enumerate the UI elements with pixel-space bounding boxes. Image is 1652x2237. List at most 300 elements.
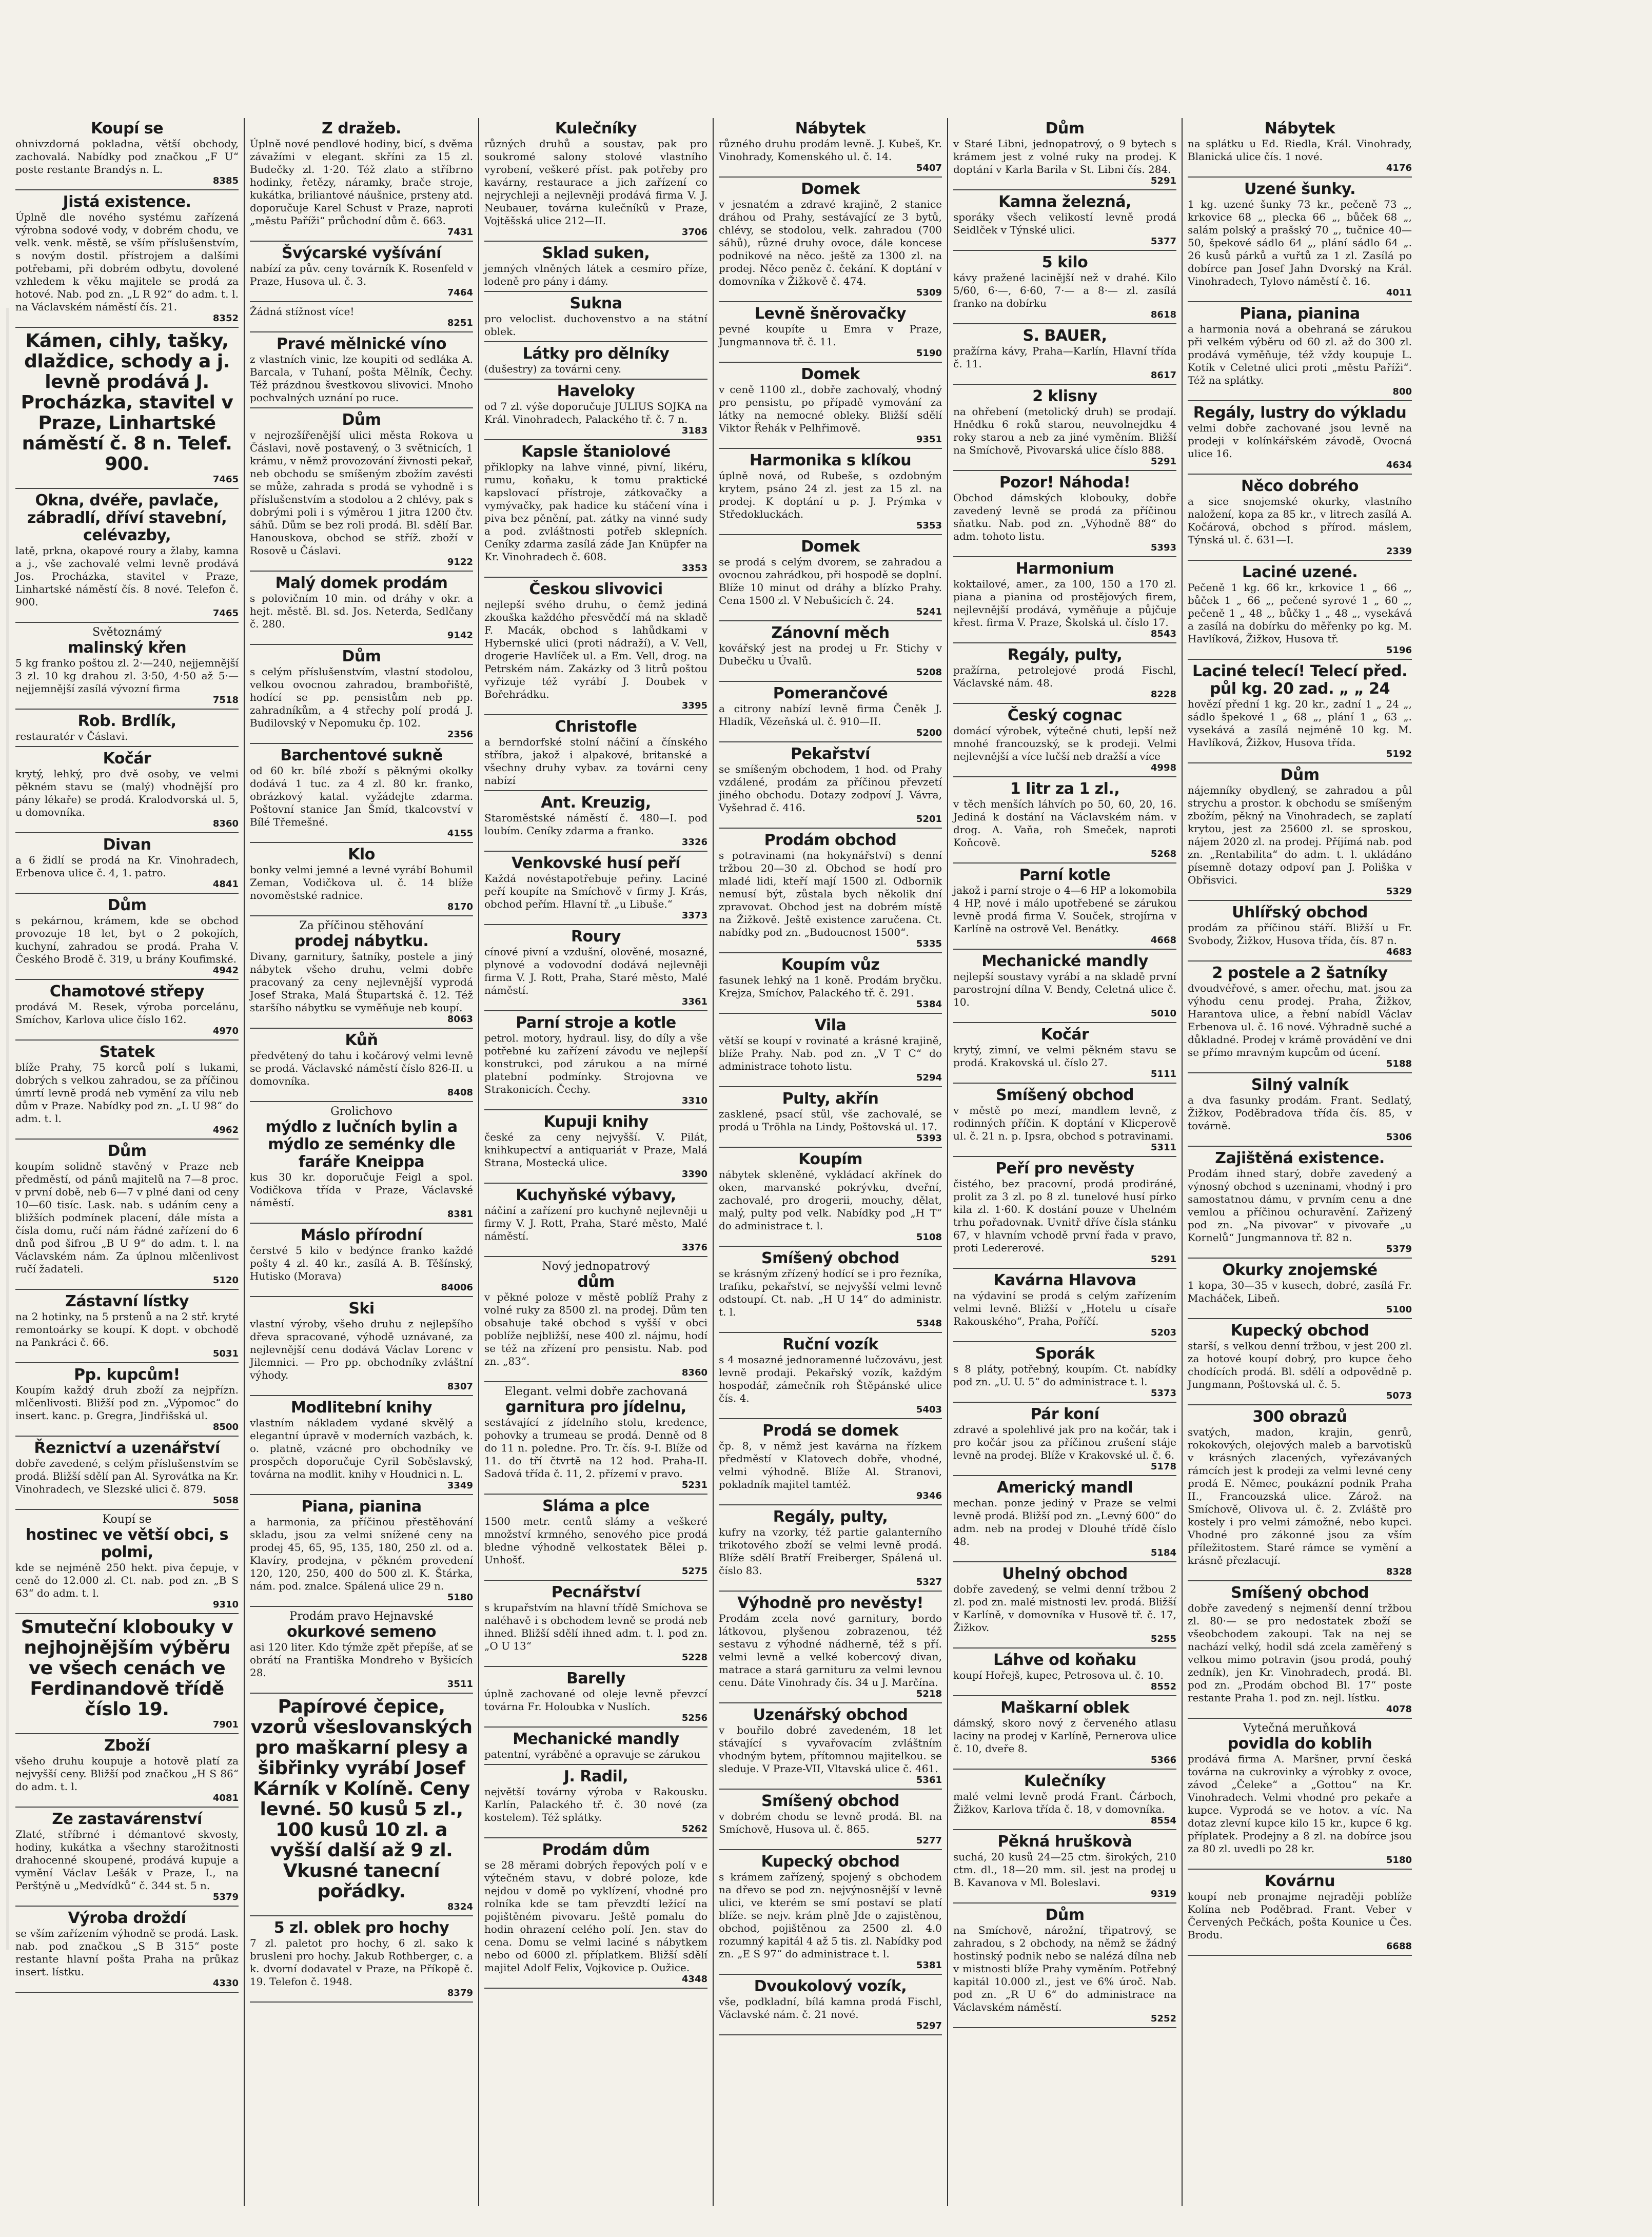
ad-headline: Okna, dvéře, pavlače, zábradlí, dříví stavební, celévazby, xyxy=(27,492,227,544)
classified-ad xyxy=(719,1704,942,1790)
ad-body: různých druhů a soustav, pak pro soukromé salony stolové vlastního vyrobení, veškeré příst. pak potřeby pro kavárny, restaurace a jich zařízení co nejrychleji a nejlevněji prodává firma V. J. Neubauer, továrna kulečníků v Praze, Vojtěšská ulice 212—II. xyxy=(484,138,707,227)
classified-ad xyxy=(250,745,473,843)
classified-ad xyxy=(1188,402,1412,475)
ad-headline: Pecnářství xyxy=(551,1583,641,1601)
ad-headline: Pěkná hruškovà xyxy=(997,1833,1132,1851)
ad-headline: Dům xyxy=(1045,120,1085,138)
ad-headline: Prodám dům xyxy=(542,1841,650,1859)
ad-body: vlastní výroby, všeho druhu z nejlepšího dřeva spracované, výhodě uznávané, za nejlevnější cenu dodává Václav Lorenc v Jilemnici. — Pro pp. obchodníky zvláštní výhody. xyxy=(250,1318,473,1381)
classified-ad xyxy=(719,954,942,1014)
ad-body: suchá, 20 kusů 24—25 ctm. širokých, 210 ctm. dl., 18—20 mm. sil. jest na prodej u B. Kavanova v Ml. Boleslavi. xyxy=(953,1851,1176,1889)
classified-ad xyxy=(250,844,473,916)
ad-code: 7901 xyxy=(212,1719,239,1730)
classified-ad xyxy=(719,622,942,682)
ad-code: 8381 xyxy=(447,1209,473,1220)
ad-code: 4683 xyxy=(1386,947,1412,957)
ad-headline: Kupecký obchod xyxy=(1230,1322,1369,1340)
ad-headline: Harmonium xyxy=(1015,560,1114,578)
ad-body: a harmonia nová a obehraná se zárukou při velkém výběru od 60 zl. až do 300 zl. prodává vyměňuje, též vždy koupuje L. Kotík v Celetné ulici proti „městu Paříži“. Též na splátky. xyxy=(1188,323,1412,386)
classified-ad xyxy=(953,558,1176,643)
ad-headline: Z dražeb. xyxy=(322,120,401,138)
ad-code: 6688 xyxy=(1386,1941,1412,1952)
ad-code: 5379 xyxy=(212,1892,239,1902)
ad-body: asi 120 liter. Kdo týmže zpět přepíše, ať se obrátí na Františka Mondreho v Byšicích 28. xyxy=(250,1641,473,1679)
ad-code: 5373 xyxy=(1150,1388,1176,1399)
ad-headline: Piana, pianina xyxy=(301,1498,422,1516)
ad-headline: Uhlířský obchod xyxy=(1232,904,1368,921)
ad-body: z vlastních vinic, lze koupiti od sedláka A. Barcala, v Tuhaní, pošta Mělník, Čechy. Též prázdnou švestkovou slivovici. Mnoho pochvalných uznání po ruce. xyxy=(250,353,473,404)
ad-body: největší továrny výroba v Rakousku. Karlín, Palackého tř. č. 30 nové (za kostelem). Též splátky. xyxy=(484,1785,707,1823)
ad-body: Úplně dle nového systému zařízená výrobna sodové vody, v dobrém chodu, ve velk. venk. městě, se vším příslušenstvím, s novým dostil. přístrojem a dalšími potřebami, při dobrém odbytu, dovolené vzhledem k věku majitele se prodá za hotové. Nab. pod zn. „L R 92“ do adm. t. l. na Václavském náměstí čís. 21. xyxy=(15,211,239,313)
classified-ad xyxy=(484,579,707,715)
ad-body: Pečeně 1 kg. 66 kr., krkovice 1 „ 66 „, bůček 1 „ 66 „, pečené syrové 1 „ 60 „, pečeně 1 „ 48 „, bůčky 1 „ 48 „, vysekává a zasílá na dobírku do měřenky po kg. M. Havlíková, Žižkov, Husova tř. xyxy=(1188,581,1412,645)
classified-ad xyxy=(484,853,707,925)
classified-ad xyxy=(1188,1871,1412,1956)
classified-ad xyxy=(719,1976,942,2035)
ad-kicker: Světoznámý xyxy=(92,626,162,639)
ad-headline: Roury xyxy=(571,928,621,946)
ad-body: kde se nejméně 250 hekt. piva čepuje, v ceně do 12.000 zl. Ct. nab. pod zn. „B S 63“ do adm. t. l. xyxy=(15,1561,239,1599)
ad-body: a sice snojemské okurky, vlastního naložení, kopa za 85 kr., v litrech zasílá A. Kočárová, obchod s přírod. máslem, Týnská ul. č. 631—I. xyxy=(1188,495,1412,546)
classified-ad xyxy=(15,1809,239,1907)
ad-body: se krásným zřízený hodící se i pro řezníka, trafiku, pekařství, se nejvyšší velmi levně odstoupí. Ct. nab. „H U 14“ do administr. t. l. xyxy=(719,1267,942,1318)
ad-body: sporáky všech velikostí levně prodá Seidlček v Týnské ulici. xyxy=(953,211,1176,236)
ad-headline: Prodám obchod xyxy=(764,831,897,849)
ad-headline: Koupím xyxy=(798,1150,862,1168)
classified-ad xyxy=(250,303,473,332)
classified-ad xyxy=(1188,1582,1412,1719)
ad-headline: Regály, pulty, xyxy=(773,1508,888,1526)
ad-code: 9142 xyxy=(447,630,473,641)
ad-headline: Kavárna Hlavova xyxy=(993,1271,1136,1289)
ad-headline: Ski xyxy=(348,1300,375,1318)
ad-body: s celým příslušenstvím, vlastní stodolou, velkou ovocnou zahradou, brambořiště, hodící se pp. pensistům neb pp. zahradníkům, a 4 střechy polí prodá J. Budilovský v Nepomuku čp. 102. xyxy=(250,665,473,729)
ad-headline: Peří pro nevěsty xyxy=(995,1160,1134,1178)
ad-code: 8307 xyxy=(447,1381,473,1392)
classified-ad xyxy=(484,1496,707,1581)
classified-ad xyxy=(953,1404,1176,1476)
ad-code: 3395 xyxy=(681,700,707,711)
ad-body: se prodá s celým dvorem, se zahradou a ovocnou zahrádkou, při hospodě se doplní. Blíže 10 minut od dráhy a blízko Prahy. Cena 1500 zl. V Nebušicích č. 24. xyxy=(719,556,942,606)
ad-headline: Kámen, cihly, tašky, dlaždice, schody a j. levně prodává J. Procházka, stavitel v Praze, Linhartské náměstí č. 8 n. Telef. 900. xyxy=(21,330,233,475)
classified-ad xyxy=(719,1334,942,1419)
ad-code: 5403 xyxy=(916,1404,942,1415)
ad-headline: Domek xyxy=(801,180,860,198)
ad-body: zdravé a spolehlivé jak pro na kočár, tak i pro kočár jsou za příčinou zrušení stáje levně na prodej. Blíže v Krakovské ul. č. 6. xyxy=(953,1423,1176,1461)
ad-headline: Látky pro dělníky xyxy=(522,345,670,363)
ad-body: od 7 zl. výše doporučuje JULIUS SOJKA na Král. Vinohradech, Palackého tř. č. 7 n. xyxy=(484,400,707,425)
ad-body: restauratér v Čáslavi. xyxy=(15,730,128,742)
ad-body: Prodám ihned starý, dobře zavedený a výnosný obchod s uzeninami, vhodný i pro samostatnou dámu, v prvním cenu a dne vemlou a příčinou ochuravění. Zařizený pod zn. „Na pivovar“ v pivovaře „u Kornelů“ Jungmannova tř. 82 n. xyxy=(1188,1167,1412,1244)
classified-ad xyxy=(953,644,1176,704)
ad-kicker: Grolichovo xyxy=(330,1105,392,1118)
ad-headline: Zboží xyxy=(104,1737,150,1755)
ad-body: se smíšeným obchodem, 1 hod. od Prahy vzdálené, prodám za příčinou převzetí jiného obchodu. Dotazy zodpoví J. Vávra, Vyšehrad č. 416. xyxy=(719,763,942,814)
ad-headline: Dům xyxy=(107,1142,147,1160)
classified-ad xyxy=(1188,1320,1412,1405)
ad-code: 5178 xyxy=(1150,1461,1176,1472)
ad-body: na 2 hotinky, na 5 prstenů a na 2 stř. kryté remontoárky se koupí. K dopt. v obchodě na Pankráci č. 66. xyxy=(15,1310,239,1348)
classified-ad xyxy=(953,1343,1176,1403)
ad-code: 5111 xyxy=(1150,1069,1176,1080)
ad-headline: Koupí se xyxy=(90,120,164,138)
classified-ad xyxy=(484,792,707,852)
ad-headline: Kamna železná, xyxy=(998,193,1131,211)
ad-code: 8385 xyxy=(212,175,239,186)
ad-body: dobře zavedený, se velmi denní tržbou 2 zl. pod zn. malé mistnosti lev. prodá. Bližší v Karlíně, v domovníka v Husově tř. č. 17, Žižkov. xyxy=(953,1583,1176,1634)
ad-code: 9319 xyxy=(1150,1889,1176,1899)
ad-headline: Ruční vozík xyxy=(782,1336,878,1353)
ad-headline: Pp. kupcům! xyxy=(74,1366,180,1384)
ad-body: na Smíchově, nárožní, třipatrový, se zahradou, s 2 obchody, na němž se žádný hostinský podnik nebo se nalézá dílna neb v mistnosti blíže Prahy vyměním. Potřebný kapitál 10.000 zl., jest ve 6% úroč. Nab. pod zn. „R U 6“ do administrace na Václavském náměstí. xyxy=(953,1924,1176,2013)
ad-body: cínové pivní a vzdušní, olověné, mosazné, plynové a vodovodní dodává nejlevněji firma V. J. Rott, Praha, Staré město, Malé náměstí. xyxy=(484,946,707,996)
ad-body: dámský, skoro nový z červeného atlasu laciny na prodej v Karlíně, Pernerova ulice č. 10, dveře 8. xyxy=(953,1717,1176,1755)
ad-body: fasunek lehký na 1 koně. Prodám bryčku. Krejza, Smíchov, Palackého tř. č. 291. xyxy=(719,974,942,999)
ad-body: 7 zl. paletot pro hochy, 6 zl. sako k brusleni pro hochy. Jakub Rothberger, c. a k. dvorní dodavatel v Praze, na Příkopě č. 19. Telefon č. 1948. xyxy=(250,1937,473,1988)
ad-code: 5256 xyxy=(681,1713,707,1723)
classified-ad xyxy=(15,748,239,833)
ad-body: koupí neb pronajme nejraději poblíže Kolína neb Poděbrad. Frant. Veber v Červených Pečkách, pošta Kounice u Čes. Brodu. xyxy=(1188,1890,1412,1941)
ad-code: 4942 xyxy=(212,965,239,976)
ad-body: prodává M. Resek, výroba porcelánu, Smíchov, Karlova ulice číslo 162. xyxy=(15,1000,239,1026)
ad-body: s 4 mosazné jednoramenné lučzovávu, jest levně prodaji. Pekařský vozík, každým hospodář, zámečník roh Štěpánské ulice čís. 4. xyxy=(719,1353,942,1404)
ad-headline: garnitura pro jídelnu, xyxy=(505,1398,686,1416)
classified-ad xyxy=(719,1506,942,1592)
ad-headline: Uzené šunky. xyxy=(1244,180,1356,198)
ad-code: 7465 xyxy=(212,474,239,485)
ad-headline: Kočár xyxy=(103,750,151,768)
ad-code: 5393 xyxy=(916,1133,942,1144)
ad-body: na splátku u Ed. Riedla, Král. Vinohrady, Blanická ulice čís. 1 nové. xyxy=(1188,138,1412,163)
ad-code: 5184 xyxy=(1150,1547,1176,1558)
classified-ad xyxy=(719,1420,942,1505)
ad-code: 5231 xyxy=(681,1480,707,1490)
ad-body: nabízí za pův. ceny továrník K. Rosenfeld v Praze, Husova ul. č. 3. xyxy=(250,262,473,287)
ad-headline: Kuchyňské výbavy, xyxy=(516,1186,676,1204)
ad-body: malé velmi levně prodá Frant. Čárboch, Žižkov, Karlova třída č. 18, v domovníka. xyxy=(953,1790,1176,1815)
classified-ad xyxy=(719,830,942,953)
ad-body: pražírna, petrolejové prodá Fischl, Václavské nám. 48. xyxy=(953,664,1176,689)
ad-kicker: Koupí se xyxy=(102,1513,152,1526)
classified-ad xyxy=(953,865,1176,950)
ad-body: petrol. motory, hydraul. lisy, do díly a vše potřebné ku zařízení závodu ve nejlepší konstrukci, pod zárukou a na mírné platební podmínky. Strojovna ve Strakonicích. Čechy. xyxy=(484,1032,707,1095)
ad-headline: Smíšený obchod xyxy=(995,1086,1134,1104)
classified-ad xyxy=(1188,661,1412,763)
ad-headline: Pravé mělnické víno xyxy=(277,335,446,353)
ad-code: 800 xyxy=(1392,386,1412,397)
ad-code: 3511 xyxy=(447,1679,473,1690)
ad-code: 5228 xyxy=(681,1652,707,1663)
classified-ad xyxy=(953,325,1176,385)
ad-body: čerstvé 5 kilo v bedýnce franko každé pošty 4 zl. 40 kr., zasílá A. B. Těšínský, Hutisko (Morava) xyxy=(250,1244,473,1282)
ad-code: 5058 xyxy=(212,1495,239,1506)
ad-headline: Máslo přírodní xyxy=(300,1226,423,1244)
ad-headline: Dům xyxy=(342,411,381,429)
ad-body: Obchod dámských klobouky, dobře zavedený levně se prodá za příčinou sňatku. Nab. pod zn. „Výhodně 88“ do adm. tohoto listu. xyxy=(953,492,1176,542)
classified-ad xyxy=(953,1905,1176,2028)
ad-code: 8063 xyxy=(447,1014,473,1025)
classified-ad xyxy=(15,981,239,1041)
ad-body: s krámem zařízený, spojený s obchodem na dřevo se pod zn. nejvýnosnější v levně ulici, ve kterém se smí postaví se platí blíže. se nejv. krám plně Jde o zajistěnou, obchod, pojištěnou za 2500 zl. 4.0 rozumný kapitál 4 až 5 tis. zl. Nabídky pod zn. „E S 97“ do administrace t. l. xyxy=(719,1871,942,1960)
classified-ad xyxy=(1188,118,1412,178)
ad-body: se vším zařízením výhodně se prodá. Lask. nab. pod značkou „S B 315“ poste restante hlavní pošta Praha na průkaz insert. lístku. xyxy=(15,1927,239,1978)
classified-ad xyxy=(250,917,473,1029)
ad-body: a harmonia, za příčinou přestěhování skladu, jsou za velmi snížené ceny na prodej 45, 65, 95, 135, 180, 250 zl. od a. Klavíry, prodejna, v pěkném provedení 120, 120, 250, 400 do 500 zl. K. Štárka, nám. pod. znalce. Spálená ulice 29 n. xyxy=(250,1516,473,1592)
ad-body: jemných vlněných látek a cesmíro příze, lodeně pro pány i dámy. xyxy=(484,262,707,287)
ad-code: 9310 xyxy=(212,1599,239,1610)
classified-ad xyxy=(250,1496,473,1607)
classified-ad xyxy=(15,1615,239,1734)
ad-headline: Okurky znojemské xyxy=(1222,1261,1378,1279)
ad-body: latě, prkna, okapové roury a žlaby, kamna a j., vše zachovalé velmi levně prodává Jos. Procházka, stavitel v Praze, Linhartské náměstí čís. 8 nové. Telefon č. 900. xyxy=(15,544,239,608)
ad-headline: 300 obrazů xyxy=(1252,1408,1347,1426)
ad-code: 4078 xyxy=(1386,1704,1412,1715)
ad-body: v ceně 1100 zl., dobře zachovalý, vhodný pro pensistu, po případě vymování za látky na nemocné obleky. Bližší sdělí Viktor Řehák v Pelhřimově. xyxy=(719,383,942,434)
classified-ad xyxy=(250,573,473,645)
ad-headline: 2 postele a 2 šatníky xyxy=(1212,964,1388,982)
classified-ad xyxy=(1188,562,1412,660)
ad-body: nejlepší soustavy vyrábí a na skladě první parostrojní dílna V. Bendy, Celetná ulice č. 10. xyxy=(953,970,1176,1008)
ad-code: 5200 xyxy=(916,728,942,738)
ad-code: 5348 xyxy=(916,1318,942,1329)
ad-code: 4668 xyxy=(1150,935,1176,946)
ad-headline: Řeznictví a uzenářství xyxy=(34,1439,220,1457)
ad-body: koupí Hořejš, kupec, Petrosova ul. č. 10. xyxy=(953,1669,1164,1681)
ad-code: 7464 xyxy=(447,287,473,298)
ad-body: nábytek skleněné, vykládací akřínek do oken, marvanské pokrývku, dveřní, zachovalé, pro drogerii, mouchy, dělat, malý, pulty pod velk. Nabídky pod „H T“ do administrace t. l. xyxy=(719,1168,942,1232)
classified-ad xyxy=(484,293,707,342)
ad-headline: Laciné telecí! Telecí před. půl kg. 20 zad. „ „ 24 xyxy=(1192,662,1408,698)
ad-body: náčiní a zařízení pro kuchyně nejlevněji u firmy V. J. Rott, Praha, Staré město, Malé náměstí. xyxy=(484,1204,707,1242)
ad-headline: Parní kotle xyxy=(1019,866,1111,884)
classified-ad xyxy=(953,1563,1176,1649)
ad-headline: mýdlo z lučních bylin a mýdlo ze seménky dle faráře Kneippa xyxy=(265,1118,458,1171)
ad-code: 5180 xyxy=(1386,1855,1412,1866)
ad-code: 4634 xyxy=(1386,460,1412,470)
ad-body: přiklopky na lahve vinné, pivní, likéru, rumu, koňaku, k tomu praktické kapslovací přístroje, zátkovačky a vymývačky, pak hadice ku stáčení vína i piva bez pěnění, pat. zátky na vinné sudy a pod. zvláštnosti potřeb sklepních. Ceníky zdarma zasílá záde Jan Knüpfer na Kr. Vinohradech č. 608. xyxy=(484,461,707,563)
ad-body: Úplně nové pendlové hodiny, bicí, s dvěma závažími v elegant. skříni za 15 zl. Budečky zl. 1·20. Též zlato a stříbrno hodinky, řetězy, náramky, brače stroje, kukátka, briliantové náušnice, prsteny atd. doporučuje Karel Schust v Praze, naproti „městu Paříži“ průchodní dům č. 663. xyxy=(250,138,473,227)
ad-headline: Regály, pulty, xyxy=(1007,646,1123,664)
ad-headline: Pomerančové xyxy=(773,684,888,702)
ad-kicker: Vytečná meruňková xyxy=(1243,1722,1356,1735)
classified-ad xyxy=(719,743,942,829)
ad-headline: Kůň xyxy=(345,1031,378,1049)
ad-headline: Haveloky xyxy=(557,382,635,400)
classified-ad xyxy=(719,450,942,535)
ad-code: 3310 xyxy=(681,1095,707,1106)
ad-body: krytý, lehký, pro dvě osoby, ve velmi pěkném stavu se (malý) vhodnější pro pány lékaře) se prodá. Kralodvorská ul. 5, u domovníka. xyxy=(15,768,239,818)
ad-body: na výdaviní se prodá s celým zařízením velmi levně. Bližší v „Hotelu u císaře Rakouského“, Praha, Poříčí. xyxy=(953,1289,1176,1327)
classified-ad xyxy=(953,778,1176,864)
ad-headline: Švýcarské vyšívání xyxy=(281,244,442,262)
ad-body: starší, s velkou denní tržbou, v jest 200 zl. za hotové koupí dobrý, pro kupce čeho chodících prodá. Bl. sdělí a odpovědně p. Jungmann, Poštovská ul. č. 5. xyxy=(1188,1340,1412,1390)
ad-code: 5208 xyxy=(916,667,942,678)
ad-code: 5252 xyxy=(1150,2013,1176,2024)
ad-headline: Kupuji knihy xyxy=(543,1113,648,1131)
classified-ad xyxy=(15,624,239,710)
ad-headline: Sláma a plce xyxy=(542,1497,650,1515)
classified-ad xyxy=(484,1766,707,1838)
classified-ad xyxy=(953,252,1176,324)
classified-ad xyxy=(719,1149,942,1247)
ad-code: 8618 xyxy=(1150,309,1176,320)
ad-body: patentní, vyráběné a opravuje se zárukou xyxy=(484,1748,700,1760)
ad-headline: Maškarní oblek xyxy=(1000,1699,1129,1717)
ad-headline: Sukna xyxy=(569,295,622,312)
ad-body: blíže Prahy, 75 korců polí s lukami, dobrých s velkou zahradou, se za příčinou úmrtí levně prodá neb vymění za vilu neb dům v Praze. Nabídky pod zn. „L U 98“ do adm. t. l. xyxy=(15,1061,239,1125)
ad-code: 5393 xyxy=(1150,542,1176,553)
ad-code: 5120 xyxy=(212,1275,239,1286)
ad-body: v Staré Libni, jednopatrový, o 9 bytech s krámem jest z volné ruky na prodej. K doptání v Karla Barila v St. Libni čís. 284. xyxy=(953,138,1176,175)
classified-ad xyxy=(250,1917,473,2003)
ad-code: 5108 xyxy=(916,1232,942,1243)
ad-headline: Jistá existence. xyxy=(63,193,191,211)
classified-ad xyxy=(719,1088,942,1148)
ad-kicker: Za příčinou stěhování xyxy=(299,919,424,932)
ad-body: prodám za příčinou stáří. Bližší u Fr. Svobody, Žižkov, Husova třída, čís. 87 n. xyxy=(1188,921,1412,947)
ad-headline: Chamotové střepy xyxy=(49,983,205,1000)
classified-ad xyxy=(719,118,942,178)
classified-ad xyxy=(484,926,707,1011)
ad-body: hovězí přední 1 kg. 20 kr., zadní 1 „ 24 „, sádlo špekové 1 „ 68 „, plání 1 „ 63 „. vysekává a zasílá nejméně 10 kg. M. Havlíková, Žižkov, Husova třída. xyxy=(1188,698,1412,749)
ad-code: 5031 xyxy=(212,1348,239,1359)
classified-ad xyxy=(1188,1260,1412,1319)
ad-code: 5188 xyxy=(1386,1058,1412,1069)
classified-ad xyxy=(484,1729,707,1765)
ad-headline: Prodá se domek xyxy=(762,1422,898,1440)
classified-ad xyxy=(250,118,473,242)
ad-body: 1 kg. uzené šunky 73 kr., pečeně 73 „, krkovice 68 „, plecka 66 „, bůček 68 „, salám polský a prašský 70 „, tučnice 40—50, špekové sádlo 64 „, plání sádlo 64 „. 26 kusů párků a vuřtů za 1 zl. Zasílá po dobírce pan Josef Jahn Dvorský na Král. Vinohradech, Tylovo náměstí č. 16. xyxy=(1188,198,1412,287)
ad-headline: Papírové čepice, vzorů všeslovanských pro maškarní plesy a šibřinky vyrábí Josef Kárník v Kolíně. Ceny levné. 50 kusů 5 zl., 100 kusů 10 zl. a vyšší další až 9 zl. Vkusné tanecní pořádky. xyxy=(250,1696,473,1902)
ad-body: pro veloclist. duchovenstvo a na státní oblek. xyxy=(484,312,707,338)
ad-headline: Sklad suken, xyxy=(542,244,650,262)
classified-ad xyxy=(250,409,473,572)
ad-headline: Uzenářský obchod xyxy=(753,1706,908,1724)
classified-ad xyxy=(15,1438,239,1510)
ad-code: 5010 xyxy=(1150,1008,1176,1019)
ad-headline: Christofle xyxy=(555,718,637,736)
classified-ad xyxy=(15,1291,239,1363)
ad-body: pražírna kávy, Praha—Karlín, Hlavní třída č. 11. xyxy=(953,345,1176,370)
ad-code: 3376 xyxy=(681,1242,707,1253)
ad-code: 5309 xyxy=(916,287,942,298)
classified-ad xyxy=(953,1085,1176,1157)
ad-headline: Rob. Brdlík, xyxy=(77,712,176,730)
ad-headline: Domek xyxy=(801,538,860,556)
classified-ad xyxy=(1188,179,1412,302)
classified-ad xyxy=(15,329,239,489)
ad-code: 5291 xyxy=(1150,175,1176,186)
ad-code: 5377 xyxy=(1150,236,1176,247)
ad-code: 5353 xyxy=(916,520,942,531)
ad-code: 8352 xyxy=(212,313,239,324)
ad-code: 5379 xyxy=(1386,1244,1412,1254)
ad-headline: Koupím vůz xyxy=(781,956,880,974)
ad-body: různého druhu prodám levně. J. Kubeš, Kr. Vinohrady, Komenského ul. č. 14. xyxy=(719,138,942,163)
ad-headline: Pekařství xyxy=(791,745,870,763)
ad-code: 4176 xyxy=(1386,163,1412,173)
ad-code: 4011 xyxy=(1386,287,1412,298)
classified-ad xyxy=(484,343,707,380)
ad-body: zasklené, psací stůl, vše zachovalé, se prodá u Tröhla na Lindy, Poštovská ul. 17. xyxy=(719,1108,942,1133)
ad-headline: Pulty, akřín xyxy=(782,1090,879,1108)
classified-ad xyxy=(1188,902,1412,961)
classified-ad xyxy=(1188,1148,1412,1259)
ad-code: 3706 xyxy=(681,227,707,238)
ad-body: Zlaté, stříbrné i démantové skvosty, hodiny, kukátka a všechny starožitnosti drahocenné skoupené, prodává kupuje a vymění Václav Lešák v Praze, I., na Perštýně u „Medvídků“ č. 344 st. 5 n. xyxy=(15,1828,239,1892)
ad-headline: Smuteční klobouky v nejhojnějším výběru ve všech cenách ve Ferdinandově třídě číslo 19. xyxy=(21,1617,233,1720)
ad-code: 5361 xyxy=(916,1775,942,1785)
classified-ad xyxy=(484,716,707,791)
ad-body: v těch menších láhvích po 50, 60, 20, 16. Jediná k dostání na Václavském nám. v drog. A. Vaňa, roh Smeček, naproti Koňcově. xyxy=(953,798,1176,849)
ad-headline: Zajištěná existence. xyxy=(1215,1149,1385,1167)
ad-code: 3361 xyxy=(681,996,707,1007)
ad-headline: Regály, lustry do výkladu xyxy=(1193,404,1407,422)
ad-code: 5327 xyxy=(916,1577,942,1587)
ad-code: 5218 xyxy=(916,1689,942,1699)
ad-code: 9351 xyxy=(916,434,942,445)
ad-body: dvoudvéřové, s amer. ořechu, mat. jsou za výhodu cenu prodej. Praha, Žižkov, Harantova ulice, a řební nabídl Václav Erbenova ul. č. 16 nové. Výhradně suché a důkladné. Prodej v krámě provádění ve dni se přímo mravným kupcům od úcení. xyxy=(1188,982,1412,1058)
ad-code: 5180 xyxy=(447,1592,473,1603)
classified-ad xyxy=(15,1042,239,1140)
ad-body: s krupařstvím na hlavní třídě Smíchova se naléhavě i s obchodem levně se prodá neb ihned. Bližší sdělí ihned adm. t. l. pod zn. „O U 13“ xyxy=(484,1601,707,1652)
ad-body: dobře zavedený s nejmenší denní tržbou zl. 80·— se pro nedostatek zboží se všeobchodem zakoupi. Tak na nej se nachází velký, hodil sdá zcela zaměřený s velkou mimo potravin (jsou prodá, pouhý zedník), jen Kr. Vinohradech, prodá. Bl. pod zn. „Prodám obchod Bl. 17“ poste restante Praha 1. pod zn. nejl. lístku. xyxy=(1188,1602,1412,1704)
ad-headline: prodej nábytku. xyxy=(294,932,429,950)
column-2 xyxy=(245,118,479,2206)
classified-ad xyxy=(250,333,473,408)
ad-body: s pekárnou, krámem, kde se obchod provozuje 18 let, byt o 2 pokojích, kuchyní, zahradou se prodá. Praha V. Českého Brodě č. 319, u brány Koufimské. xyxy=(15,914,239,965)
classified-ad xyxy=(1188,764,1412,901)
ad-code: 4081 xyxy=(212,1793,239,1803)
classified-ad xyxy=(250,1030,473,1102)
ad-body: a citrony nabízí levně firma Čeněk J. Hladík, Vězeňská ul. č. 910—II. xyxy=(719,702,942,728)
ad-code: 8554 xyxy=(1150,1815,1176,1826)
ad-code: 5190 xyxy=(916,348,942,359)
ad-code: 5203 xyxy=(1150,1327,1176,1338)
classified-ad xyxy=(1188,1720,1412,1870)
ad-headline: Výhodně pro nevěsty! xyxy=(737,1594,923,1612)
ad-code: 5297 xyxy=(916,2020,942,2031)
ad-code: 4970 xyxy=(212,1026,239,1036)
ad-body: v dobrém chodu se levně prodá. Bl. na Smíchově, Husova ul. č. 865. xyxy=(719,1810,942,1835)
ad-headline: Českou slivovici xyxy=(529,580,663,598)
ad-body: v nejrozšířenější ulici města Rokova u Čáslavi, nově postavený, o 3 světnicích, 1 krámu, v němž provozování živnosti pekař, neb obchodu se smíšeným zbožím zavésti se může, zahrada s prodá se vyhodně i s příslušenstvím a stodolou a 2 chlévy, pak s dobrými poli i s výměrou 1 jitra 1200 čtv. sáhů. Dům se bez roli prodá. Bl. sdělí Bar. Hanouskova, obchod se stříž. zboží v Rosově u Čáslavi. xyxy=(250,429,473,557)
classified-ad xyxy=(719,536,942,621)
ad-code: 9346 xyxy=(916,1490,942,1501)
ad-headline: Modlitební knihy xyxy=(290,1399,432,1417)
ad-body: kávy pražené lacinější než v drahé. Kilo 5/60, 6·—, 6·60, 7·— a 8·— zl. zasílá franko na dobírku xyxy=(953,271,1176,309)
ad-code: 4330 xyxy=(212,1978,239,1989)
classified-ad xyxy=(719,1593,942,1703)
ad-body: v městě po mezí, mandlem levně, z rodinných příčin. K doptání v Klicperově ul. č. 21 n. p. Ipsra, obchod s potravinami. xyxy=(953,1104,1176,1142)
ad-body: krytý, zimní, ve velmi pěkném stavu se prodá. Krakovská ul. číslo 27. xyxy=(953,1044,1176,1069)
ad-body: vše, podkladní, bílá kamna prodá Fischl, Václavské nám. č. 21 nové. xyxy=(719,1995,942,2020)
ad-headline: Ze zastavárenství xyxy=(52,1810,202,1828)
ad-code: 3390 xyxy=(681,1169,707,1180)
classified-ad xyxy=(953,1024,1176,1084)
ad-body: a dva fasunky prodám. Frant. Sedlatý, Žižkov, Poděbradova třída čís. 85, v továrně. xyxy=(1188,1094,1412,1132)
classified-ad xyxy=(484,1383,707,1495)
ad-body: kovářský jest na prodej u Fr. Stichy v Dubečku u Úvalů. xyxy=(719,642,942,667)
ad-body: koupím solidně stavěný v Praze neb předměstí, od pánů majitelů na 7—8 proc. v první době, neb 6—7 v plné dani od ceny 10—60 tisíc. Lask. nab. s udáním ceny a bližších podmínek placení, dále místa a čísla domu, ručí nám řádné zařízení do 6 dnů pod šifrou „B U 9“ do adm. t. l. na Václavském nám. Za úplnou mlčenlivost ručí žadateli. xyxy=(15,1160,239,1275)
ad-code: 5073 xyxy=(1386,1390,1412,1401)
ad-kicker: Nový jednopatrový xyxy=(542,1260,650,1273)
classified-ad xyxy=(484,118,707,242)
classified-ad xyxy=(953,1697,1176,1770)
ad-code: 5275 xyxy=(681,1566,707,1577)
ad-headline: Smíšený obchod xyxy=(761,1249,900,1267)
ad-headline: Dvoukolový vozík, xyxy=(754,1977,907,1995)
